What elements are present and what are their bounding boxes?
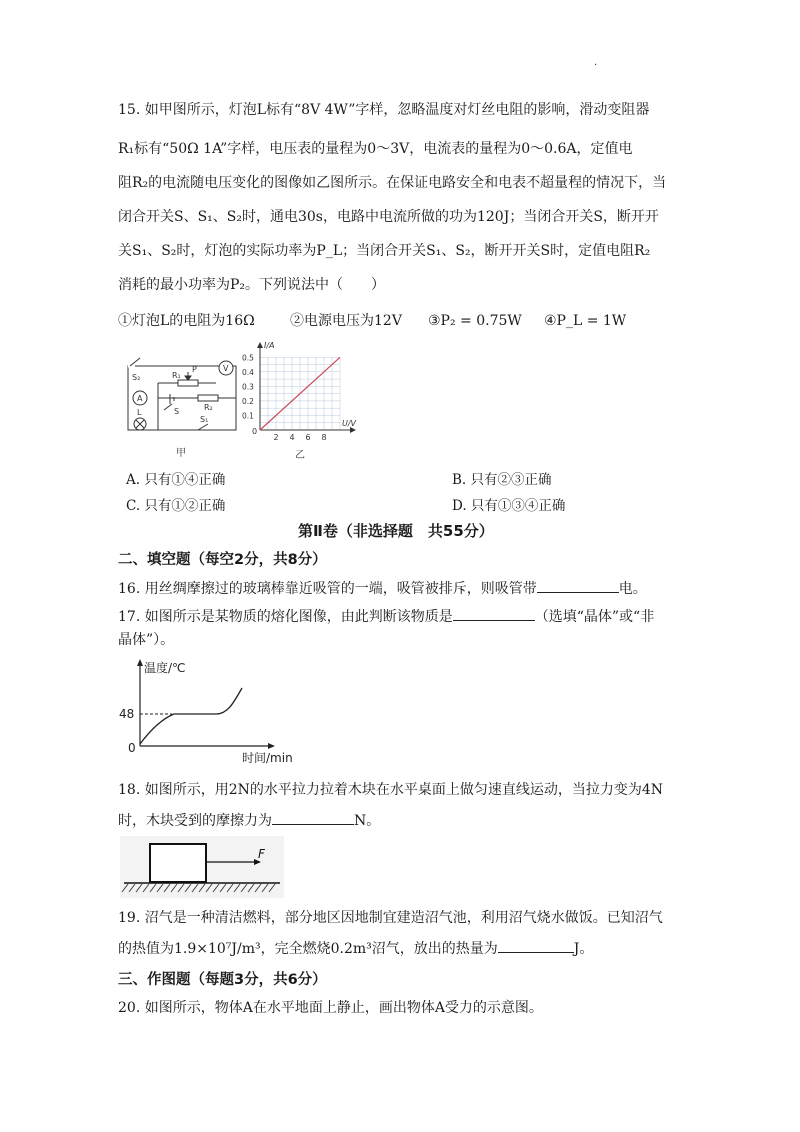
- label-v: V: [223, 364, 229, 373]
- x-tick-label: 6: [305, 433, 311, 442]
- plateau-value: 48: [119, 707, 135, 721]
- block-figure: [120, 836, 284, 898]
- q15-line-5: 关S₁、S₂时，灯泡的实际功率为P_L；当闭合开关S₁、S₂，断开开关S时，定值电阻R₂: [118, 243, 651, 259]
- iu-graph: [240, 340, 366, 464]
- q17-answer-blank[interactable]: [453, 606, 535, 621]
- origin-label: 0: [252, 427, 258, 436]
- q16-answer-blank[interactable]: [537, 578, 619, 593]
- q16: [118, 578, 647, 599]
- y-tick-label: 0.2: [242, 396, 254, 406]
- q15-statement-2: ②电源电压为12V: [290, 313, 402, 329]
- label-l: L: [137, 408, 142, 417]
- melting-graph: [118, 658, 298, 766]
- label-r1: R₁: [172, 371, 181, 380]
- fig-jia-caption: 甲: [176, 448, 186, 459]
- label-s2: S₂: [132, 373, 141, 382]
- q15-line-1: 15. 如甲图所示，灯泡L标有“8V 4W”字样，忽略温度对灯丝电阻的影响，滑动变阻器: [118, 102, 650, 118]
- section-3-heading: 三、作图题（每题3分，共6分）: [118, 972, 327, 988]
- q19-after: J。: [573, 941, 594, 957]
- x-tick-label: 4: [289, 433, 295, 442]
- q17-text: 17. 如图所示是某物质的熔化图像，由此判断该物质是: [118, 609, 453, 625]
- y-axis-label: I/A: [264, 341, 275, 350]
- q19-answer-blank[interactable]: [498, 938, 574, 953]
- q15-line-4: 闭合开关S、S₁、S₂时，通电30s，电路中电流所做的功为120J；当闭合开关S，断开开: [118, 209, 659, 225]
- q18-before: 时，木块受到的摩擦力为: [118, 813, 272, 829]
- force-label: F: [258, 847, 265, 861]
- label-s: S: [174, 407, 180, 416]
- q15-line-6: 消耗的最小功率为P₂。下列说法中（ ）: [118, 277, 386, 293]
- q15-statement-3: ③P₂ = 0.75W: [428, 313, 522, 329]
- corner-mark: .: [594, 57, 598, 68]
- q15-line-3: 阻R₂的电流随电压变化的图像如乙图所示。在保证电路安全和电表不超量程的情况下，当: [118, 175, 667, 191]
- x-tick-label: 2: [273, 433, 279, 442]
- melting-y-label: 温度/℃: [144, 661, 186, 675]
- q16-text: 16. 用丝绸摩擦过的玻璃棒靠近吸管的一端，吸管被排斥，则吸管带: [118, 581, 537, 597]
- circuit-diagram: [118, 348, 244, 460]
- y-tick-label: 0.5: [242, 353, 254, 363]
- q19-line-1: 19. 沼气是一种清洁燃料，部分地区因地制宜建造沼气池，利用沼气烧水做饭。已知沼气: [118, 910, 663, 926]
- q19-line-2: [118, 938, 593, 959]
- q18-line-1: 18. 如图所示，用2N的水平拉力拉着木块在水平桌面上做匀速直线运动，当拉力变为4N: [118, 782, 664, 798]
- label-s1: S₁: [200, 415, 209, 424]
- option-a[interactable]: A. 只有①④正确: [126, 472, 226, 488]
- label-a: A: [137, 394, 143, 403]
- q17-line-2: 晶体”）。: [118, 632, 175, 648]
- q17: [118, 606, 654, 627]
- y-tick-label: 0.4: [242, 367, 254, 377]
- q16-after: 电。: [618, 581, 647, 597]
- part2-title: 第Ⅱ卷（非选择题 共55分）: [298, 522, 494, 540]
- y-tick-label: 0.3: [242, 382, 254, 392]
- q18-line-2: [118, 810, 380, 831]
- melting-origin: 0: [128, 741, 136, 755]
- q18-after: N。: [354, 813, 381, 829]
- q20: 20. 如图所示，物体A在水平地面上静止，画出物体A受力的示意图。: [118, 1000, 543, 1016]
- y-tick-label: 0.1: [242, 411, 254, 421]
- section-2-heading: 二、填空题（每空2分，共8分）: [118, 552, 327, 568]
- q19-before: 的热值为1.9×10⁷J/m³，完全燃烧0.2m³沼气，放出的热量为: [118, 941, 498, 957]
- option-d[interactable]: D. 只有①③④正确: [452, 498, 566, 514]
- melting-x-label: 时间/min: [242, 751, 293, 765]
- q15-line-2: R₁标有“50Ω 1A”字样，电压表的量程为0～3V，电流表的量程为0～0.6A，定值电: [118, 141, 633, 157]
- q15-statement-1: ①灯泡L的电阻为16Ω: [118, 313, 255, 329]
- option-c[interactable]: C. 只有①②正确: [126, 498, 226, 514]
- q17-after: （选填“晶体”或“非: [534, 609, 655, 625]
- label-p: P: [192, 365, 197, 374]
- label-r2: R₂: [204, 403, 213, 412]
- option-b[interactable]: B. 只有②③正确: [452, 472, 552, 488]
- q15-statement-4: ④P_L = 1W: [544, 313, 627, 329]
- fig-yi-caption: 乙: [295, 450, 305, 461]
- x-axis-label: U/V: [342, 419, 357, 428]
- q18-answer-blank[interactable]: [272, 810, 354, 825]
- x-tick-label: 8: [321, 433, 327, 442]
